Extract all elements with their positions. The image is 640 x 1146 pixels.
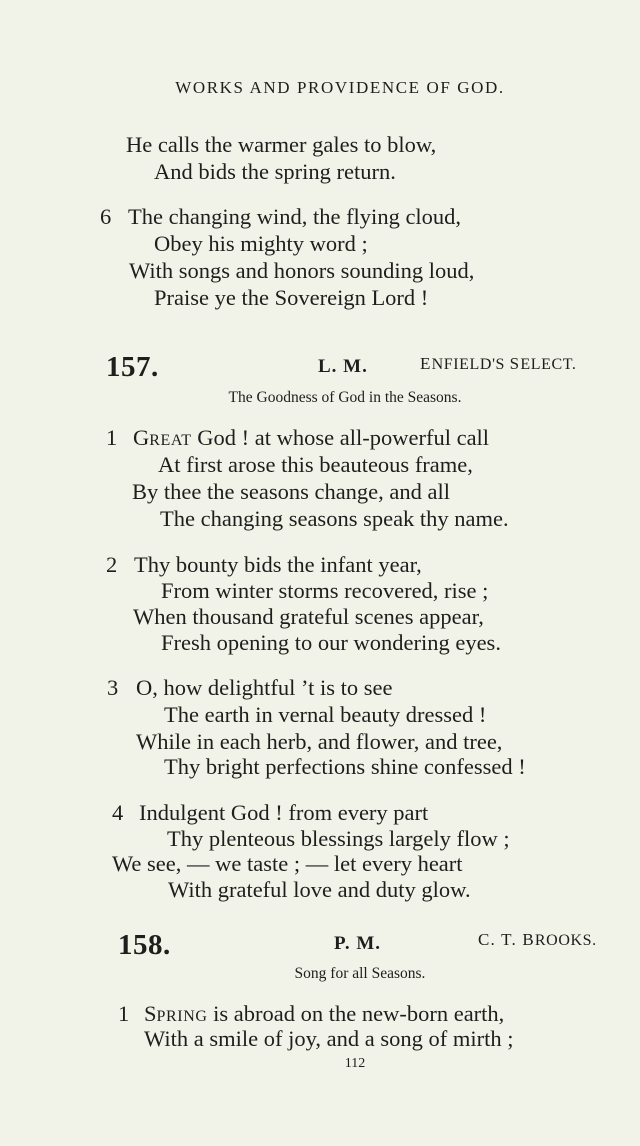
stanza-number: 6 [100, 204, 112, 229]
verse-line: Thy plenteous blessings largely flow ; [167, 826, 510, 851]
stanza-number: 3 [107, 675, 119, 700]
running-head: WORKS AND PROVIDENCE OF GOD. [175, 78, 505, 97]
verse-line: O, how delightful ’t is to see [136, 675, 393, 700]
hymn-number: 157. [106, 351, 159, 383]
verse-line: At first arose this beauteous frame, [158, 452, 473, 477]
hymn-author: ENFIELD'S SELECT. [420, 354, 577, 373]
verse-line: With grateful love and duty glow. [168, 877, 471, 902]
hymn-meter: L. M. [318, 356, 368, 377]
verse-line: Thy bounty bids the infant year, [134, 552, 422, 577]
hymn-meter: P. M. [334, 933, 382, 954]
verse-line: Praise ye the Sovereign Lord ! [154, 285, 429, 310]
verse-line: The earth in vernal beauty dressed ! [164, 702, 487, 727]
verse-line: SPRING is abroad on the new-born earth, [144, 1001, 505, 1026]
stanza-number: 1 [106, 425, 118, 450]
verse-line: Thy bright perfections shine confessed ! [164, 754, 526, 779]
verse-line: The changing wind, the flying cloud, [128, 204, 462, 229]
verse-line: Obey his mighty word ; [154, 231, 368, 256]
stanza-number: 2 [106, 552, 118, 577]
verse-line: Indulgent God ! from every part [139, 800, 429, 825]
stanza-number: 4 [112, 800, 124, 825]
hymn-title: Song for all Seasons. [294, 965, 426, 982]
verse-line: GREAT God ! at whose all-powerful call [133, 425, 490, 450]
hymn-title: The Goodness of God in the Seasons. [228, 389, 462, 406]
verse-line: The changing seasons speak thy name. [160, 506, 509, 531]
hymn-author: C. T. BROOKS. [478, 930, 597, 949]
verse-line: By thee the seasons change, and all [132, 479, 451, 504]
verse-line: While in each herb, and flower, and tree, [136, 729, 503, 754]
hymn-number: 158. [118, 929, 171, 961]
verse-line: And bids the spring return. [154, 159, 396, 184]
verse-line: From winter storms recovered, rise ; [161, 578, 489, 603]
verse-line: He calls the warmer gales to blow, [126, 132, 437, 157]
verse-line: With a smile of joy, and a song of mirth ; [144, 1026, 514, 1051]
verse-line: When thousand grateful scenes appear, [133, 604, 484, 629]
verse-line: With songs and honors sounding loud, [129, 258, 475, 283]
verse-line: Fresh opening to our wondering eyes. [161, 630, 501, 655]
verse-line: We see, — we taste ; — let every heart [112, 851, 463, 876]
page-number: 112 [344, 1056, 366, 1071]
stanza-number: 1 [118, 1001, 130, 1026]
